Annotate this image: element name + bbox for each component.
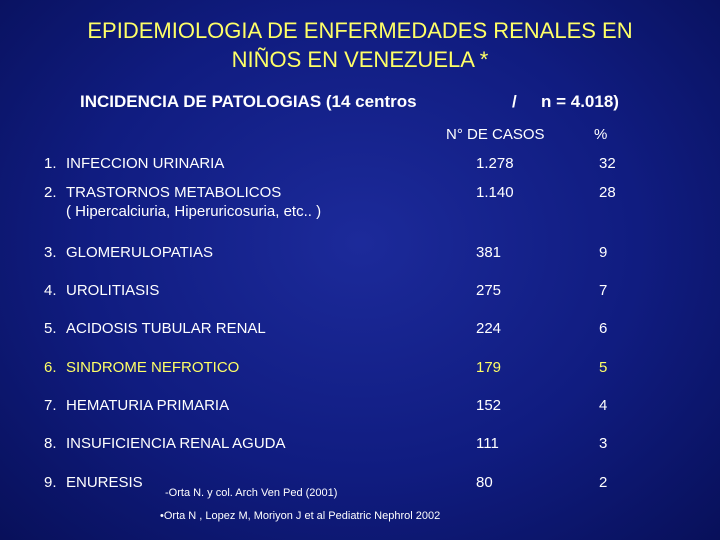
row-label: TRASTORNOS METABOLICOS [66,184,282,201]
row-cases: 179 [476,359,502,376]
row-percent: 7 [599,282,608,299]
slide-title [0,16,720,74]
row-number: 7. [44,397,57,414]
row-cases: 381 [476,244,502,261]
subtitle-label: INCIDENCIA DE PATOLOGIAS (14 centros [80,92,417,111]
subtitle-separator: / [512,92,517,111]
row-number: 2. [44,184,57,201]
row-percent: 9 [599,244,608,261]
row-cases: 80 [476,474,493,491]
title-line-1: EPIDEMIOLOGIA DE ENFERMEDADES RENALES EN [87,18,633,43]
subtitle-sample-size: n = 4.018) [541,92,619,111]
title-line-2: NIÑOS EN VENEZUELA * [231,47,489,72]
row-cases: 275 [476,282,502,299]
row-percent: 4 [599,397,608,414]
row-label: ACIDOSIS TUBULAR RENAL [66,320,266,337]
row-label: GLOMERULOPATIAS [66,244,213,261]
row-number: 8. [44,435,57,452]
row-label: SINDROME NEFROTICO [66,359,240,376]
row-cases: 224 [476,320,502,337]
row-number: 4. [44,282,57,299]
row-label: ENURESIS [66,474,143,491]
reference-citation-1: -Orta N. y col. Arch Ven Ped (2001) [165,487,338,499]
row-cases: 111 [476,435,499,452]
row-cases: 1.278 [476,155,514,172]
row-number: 6. [44,359,57,376]
row-percent: 32 [599,155,616,172]
row-number: 5. [44,320,57,337]
row-cases: 1.140 [476,184,514,201]
row-cases: 152 [476,397,502,414]
row-percent: 2 [599,474,608,491]
row-label: INSUFICIENCIA RENAL AGUDA [66,435,286,452]
column-header-cases: N° DE CASOS [446,126,545,143]
row-percent: 3 [599,435,608,452]
reference-citation-2: •Orta N , Lopez M, Moriyon J et al Pediatric Nephrol 2002 [160,510,441,522]
row-label: HEMATURIA PRIMARIA [66,397,230,414]
row-label: UROLITIASIS [66,282,160,299]
row-label: INFECCION URINARIA [66,155,225,172]
row-sublabel: ( Hipercalciuria, Hiperuricosuria, etc.. ) [66,203,322,220]
row-percent: 5 [599,359,608,376]
row-number: 3. [44,244,57,261]
row-percent: 28 [599,184,616,201]
row-number: 1. [44,155,57,172]
row-percent: 6 [599,320,608,337]
row-number: 9. [44,474,57,491]
column-header-percent: % [594,126,608,143]
